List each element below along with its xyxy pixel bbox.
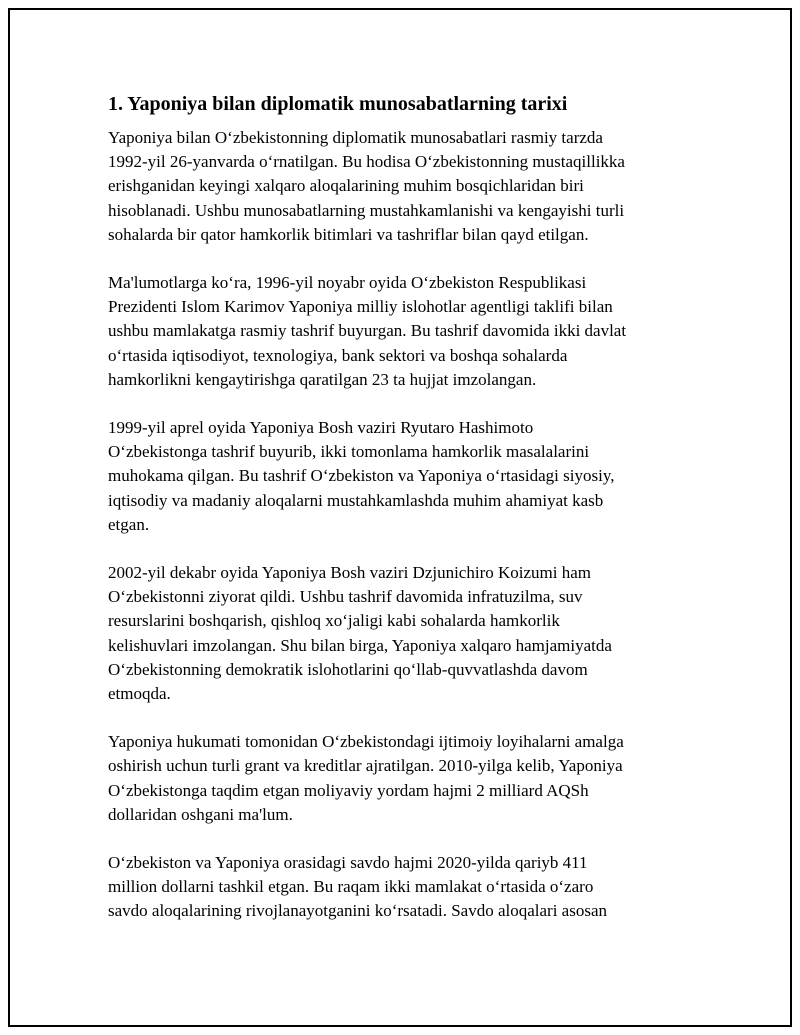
text-line: iqtisodiy va madaniy aloqalarni mustahkamlashda muhim ahamiyat kasb — [108, 490, 604, 510]
text-line: Ma'lumotlarga ko‘ra, 1996-yil noyabr oyida O‘zbekiston Respublikasi — [108, 273, 587, 293]
section-heading: 1. Yaponiya bilan diplomatik munosabatlarning tarixi — [108, 93, 568, 115]
text-line: O‘zbekistonning demokratik islohotlarini qo‘llab-quvvatlashda davom — [108, 659, 588, 679]
text-line: kelishuvlari imzolangan. Shu bilan birga, Yaponiya xalqaro hamjamiyatda — [108, 635, 612, 655]
text-line: erishganidan keyingi xalqaro aloqalarining muhim bosqichlaridan biri — [108, 176, 584, 196]
text-line: hamkorlikni kengaytirishga qaratilgan 23 ta hujjat imzolangan. — [108, 369, 537, 389]
text-line: etmoqda. — [108, 684, 171, 704]
paragraph-establishment — [108, 126, 688, 247]
text-line: O‘zbekistonni ziyorat qildi. Ushbu tashrif davomida infratuzilma, suv — [108, 587, 583, 607]
text-line: savdo aloqalarining rivojlanayotganini ko‘rsatadi. Savdo aloqalari asosan — [108, 901, 608, 921]
text-line: oshirish uchun turli grant va kreditlar ajratilgan. 2010-yilga kelib, Yaponiya — [108, 756, 623, 776]
paragraph-2002-visit — [108, 561, 688, 706]
text-line: etgan. — [108, 514, 150, 534]
text-line: hisoblanadi. Ushbu munosabatlarning mustahkamlanishi va kengayishi turli — [108, 200, 625, 220]
paragraph-financial-aid — [108, 730, 688, 827]
text-line: o‘rtasida iqtisodiyot, texnologiya, bank sektori va boshqa sohalarda — [108, 345, 568, 365]
text-line: Prezidenti Islom Karimov Yaponiya milliy islohotlar agentligi taklifi bilan — [108, 297, 613, 317]
text-line: resurslarini boshqarish, qishloq xo‘jaligi kabi sohalarda hamkorlik — [108, 611, 560, 631]
text-line: muhokama qilgan. Bu tashrif O‘zbekiston va Yaponiya o‘rtasidagi siyosiy, — [108, 466, 615, 486]
paragraph-trade-volume — [108, 851, 688, 924]
text-line: O‘zbekistonga tashrif buyurib, ikki tomonlama hamkorlik masalalarini — [108, 442, 590, 462]
text-line: O‘zbekistonga taqdim etgan moliyaviy yordam hajmi 2 milliard AQSh — [108, 780, 589, 800]
text-line: dollaridan oshgani ma'lum. — [108, 804, 293, 824]
text-line: 2002-yil dekabr oyida Yaponiya Bosh vaziri Dzjunichiro Koizumi ham — [108, 563, 591, 583]
text-line: sohalarda bir qator hamkorlik bitimlari va tashriflar bilan qayd etilgan. — [108, 224, 589, 244]
paragraph-1996-visit — [108, 271, 688, 392]
paragraph-1999-visit — [108, 416, 688, 537]
text-line: 1999-yil aprel oyida Yaponiya Bosh vaziri Ryutaro Hashimoto — [108, 418, 534, 438]
text-line: million dollarni tashkil etgan. Bu raqam ikki mamlakat o‘rtasida o‘zaro — [108, 877, 594, 897]
text-line: Yaponiya bilan O‘zbekistonning diplomatik munosabatlari rasmiy tarzda — [108, 128, 603, 147]
text-line: O‘zbekiston va Yaponiya orasidagi savdo hajmi 2020-yilda qariyb 411 — [108, 853, 588, 873]
document-body — [108, 92, 688, 948]
text-line: 1992-yil 26-yanvarda o‘rnatilgan. Bu hodisa O‘zbekistonning mustaqillikka — [108, 152, 625, 172]
text-line: ushbu mamlakatga rasmiy tashrif buyurgan. Bu tashrif davomida ikki davlat — [108, 321, 627, 341]
text-line: Yaponiya hukumati tomonidan O‘zbekistondagi ijtimoiy loyihalarni amalga — [108, 732, 624, 752]
